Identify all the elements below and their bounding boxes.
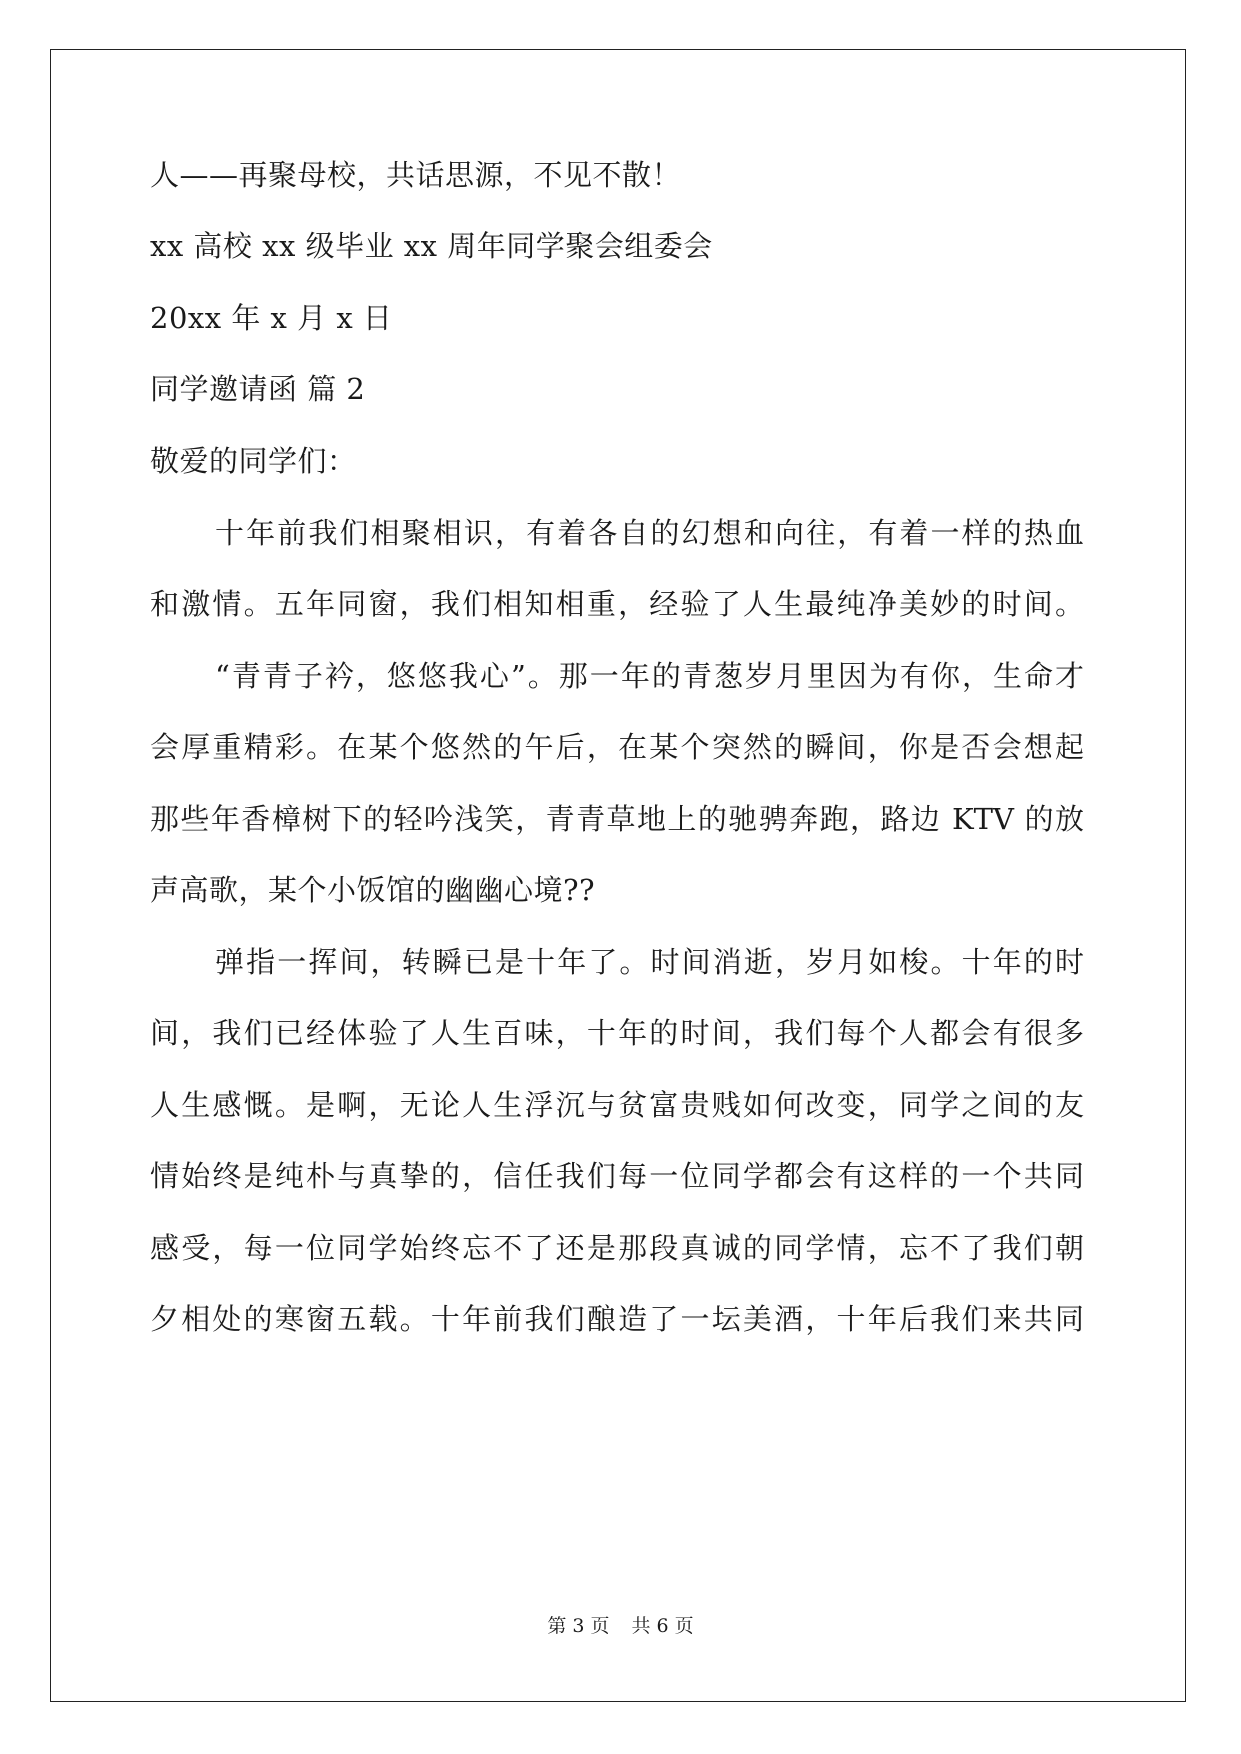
paragraph-3-line-5: 感受，每一位同学始终忘不了还是那段真诚的同学情，忘不了我们朝: [150, 1231, 1084, 1265]
section-heading: 同学邀请函 篇 2: [150, 372, 366, 406]
paragraph-1-line-2: 和激情。五年同窗，我们相知相重，经验了人生最纯净美妙的时间。: [150, 587, 1084, 621]
date-line: 20xx 年 x 月 x 日: [150, 301, 393, 335]
paragraph-3-line-2: 间，我们已经体验了人生百味，十年的时间，我们每个人都会有很多: [150, 1016, 1084, 1050]
paragraph-3-line-3: 人生感慨。是啊，无论人生浮沉与贫富贵贱如何改变，同学之间的友: [150, 1088, 1084, 1122]
page-footer: [0, 1614, 1241, 1638]
paragraph-1-line-1: 十年前我们相聚相识，有着各自的幻想和向往，有着一样的热血: [215, 516, 1084, 550]
text-line-1: 人——再聚母校，共话思源，不见不散！: [150, 158, 682, 192]
paragraph-2-line-4: 声高歌，某个小饭馆的幽幽心境??: [150, 873, 596, 907]
salutation: 敬爱的同学们：: [150, 444, 357, 478]
paragraph-2-line-3: 那些年香樟树下的轻吟浅笑，青青草地上的驰骋奔跑，路边 KTV 的放: [150, 802, 1084, 836]
paragraph-3-line-1: 弹指一挥间，转瞬已是十年了。时间消逝，岁月如梭。十年的时: [215, 945, 1084, 979]
paragraph-2-line-1: “青青子衿，悠悠我心”。那一年的青葱岁月里因为有你，生命才: [215, 659, 1084, 693]
paragraph-2-line-2: 会厚重精彩。在某个悠然的午后，在某个突然的瞬间，你是否会想起: [150, 730, 1084, 764]
paragraph-3-line-4: 情始终是纯朴与真挚的，信任我们每一位同学都会有这样的一个共同: [150, 1159, 1084, 1193]
paragraph-3-line-6: 夕相处的寒窗五载。十年前我们酿造了一坛美酒，十年后我们来共同: [150, 1302, 1084, 1336]
page-number-total: 共 6 页: [631, 1615, 694, 1637]
page-number-current: 第 3 页: [547, 1615, 610, 1637]
organizer-line: xx 高校 xx 级毕业 xx 周年同学聚会组委会: [150, 229, 713, 263]
